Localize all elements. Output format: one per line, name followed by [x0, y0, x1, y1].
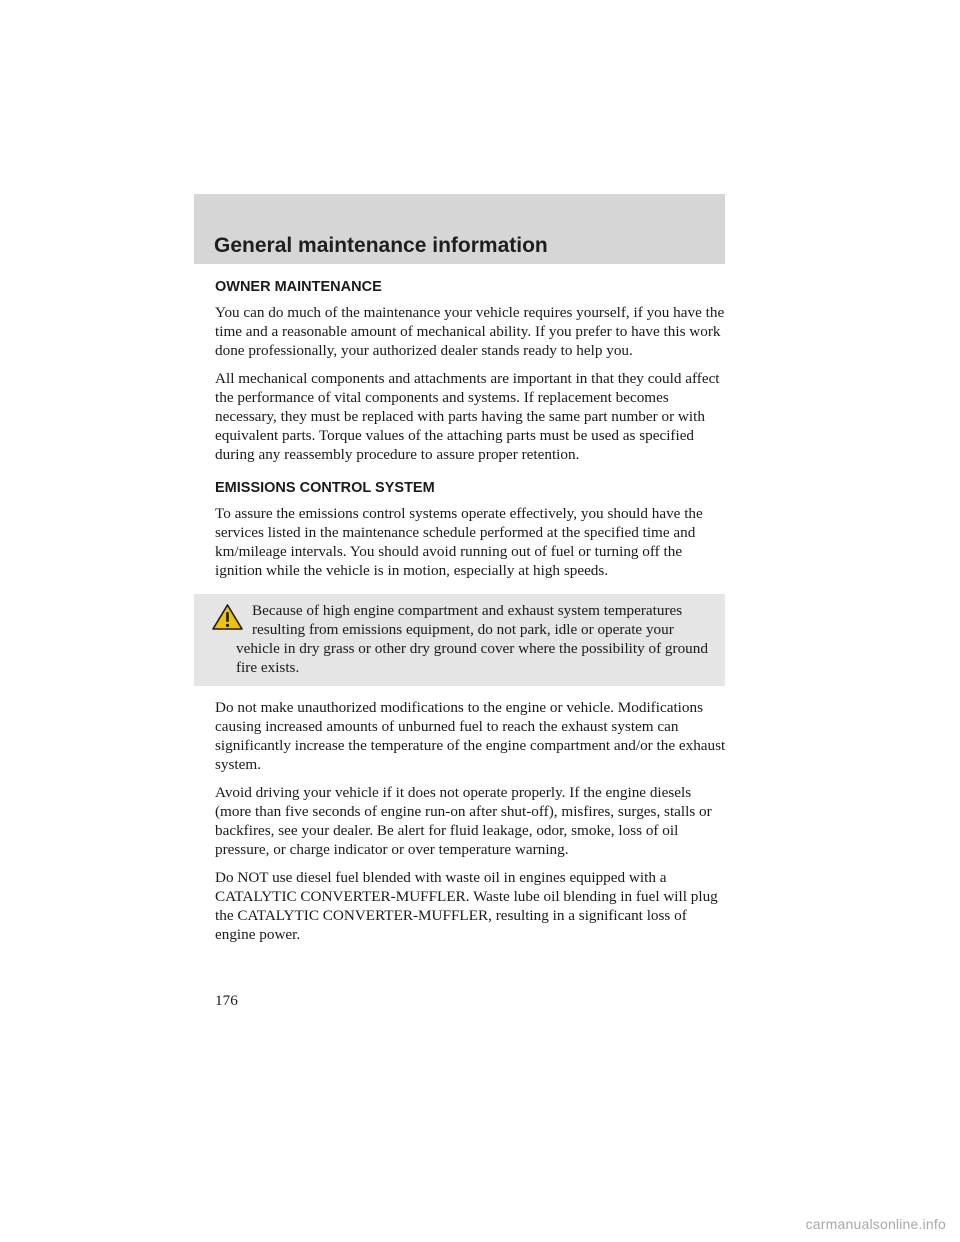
page-content [215, 277, 727, 953]
owner-maintenance-paragraph-1: You can do much of the maintenance your vehicle requires yourself, if you have the time and a reasonable amount of mechanical ability. If you prefer to have this work done professionally, your authorized dealer stands ready to help you. [215, 304, 725, 359]
page-title: General maintenance information [214, 234, 548, 257]
section-heading-emissions: EMISSIONS CONTROL SYSTEM [215, 480, 435, 496]
section-heading-owner-maintenance: OWNER MAINTENANCE [215, 279, 382, 295]
warning-triangle-icon [211, 603, 244, 631]
emissions-paragraph-3: Do NOT use diesel fuel blended with waste oil in engines equipped with a CATALYTIC CONVERTER-MUFFLER. Waste lube oil blending in fuel will plug the CATALYTIC CONVERTER-MUFFLER, resulting in a significant loss of engine power. [215, 869, 718, 943]
emissions-paragraph-2: Avoid driving your vehicle if it does not operate properly. If the engine diesels (more than five seconds of engine run-on after shut-off), misfires, surges, stalls or backfires, see your dealer. Be alert for fluid leakage, odor, smoke, loss of oil pressure, or charge indicator or over temperature warning. [215, 784, 712, 858]
header-band [194, 194, 725, 264]
emissions-paragraph-1: Do not make unauthorized modifications to the engine or vehicle. Modifications causing increased amounts of unburned fuel to reach the exhaust system can significantly increase the temperature of the engine compartment and/or the exhaust system. [215, 699, 726, 773]
owner-maintenance-paragraph-2: All mechanical components and attachments are important in that they could affect the performance of vital components and systems. If replacement becomes necessary, they must be replaced with parts having the same part number or with equivalent parts. Torque values of the attaching parts must be used as specified during any reassembly procedure to assure proper retention. [215, 370, 720, 463]
watermark: carmanualsonline.info [805, 1216, 946, 1232]
warning-text: Because of high engine compartment and exhaust system temperatures resulting from emissions equipment, do not park, idle or operate your vehicle in dry grass or other dry ground cover where the possibility of ground fire exists. [236, 602, 708, 676]
page-number: 176 [215, 992, 238, 1009]
warning-box [194, 594, 725, 686]
emissions-intro-paragraph: To assure the emissions control systems operate effectively, you should have the services listed in the maintenance schedule performed at the specified time and km/mileage intervals. You should avoid running out of fuel or turning off the ignition while the vehicle is in motion, especially at high speeds. [215, 505, 703, 579]
